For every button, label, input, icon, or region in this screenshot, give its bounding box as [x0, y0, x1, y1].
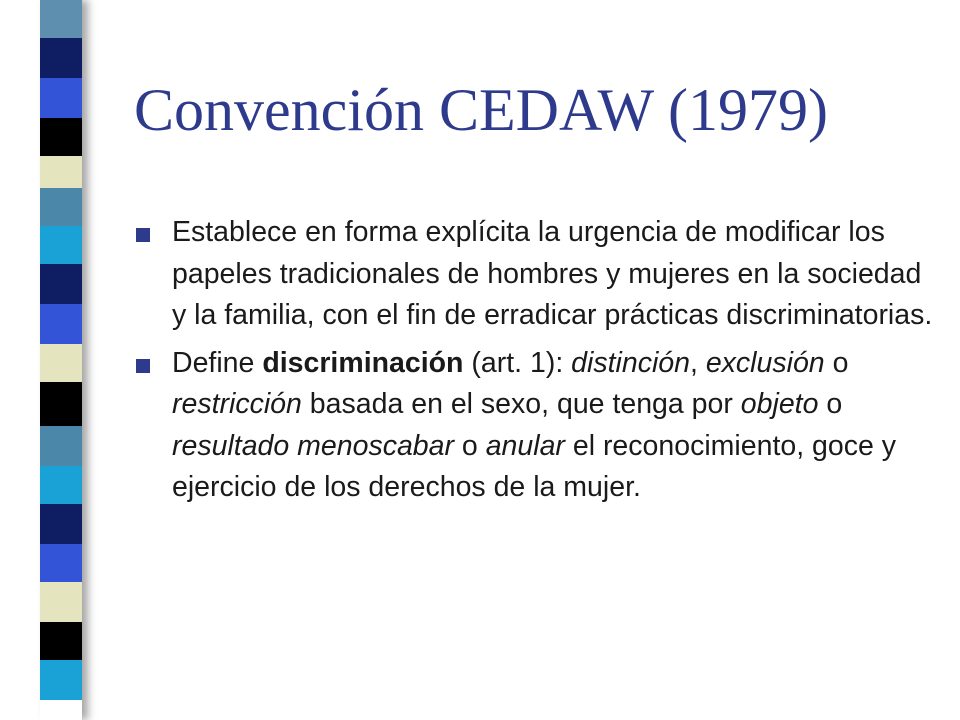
bullet-text [172, 343, 936, 509]
stripe-segment [40, 118, 82, 156]
stripe-segment [40, 188, 82, 226]
stripe-segment [40, 344, 82, 382]
decorative-stripe-bar [40, 0, 82, 720]
square-bullet-icon [136, 228, 150, 242]
bullet-text-segment: distinción [571, 346, 690, 379]
square-bullet-icon [136, 359, 150, 373]
bullet-text-segment: , [689, 346, 706, 379]
slide-title: Convención CEDAW (1979) [134, 77, 828, 143]
stripe-segment [40, 78, 82, 118]
bullet-text-segment: Establece en forma explícita la urgencia de modificar los papeles tradicionales de hombres y mujeres en la sociedad y la familia, con el fin de erradicar prácticas discriminatorias. [172, 216, 933, 331]
bullet-text-segment: Define [172, 346, 263, 379]
bullet-text-segment: anular [485, 429, 565, 462]
bullet-item-define [136, 343, 936, 509]
bullet-text-segment: el reconocimiento, goce y ejercicio de los derechos de la mujer. [172, 429, 897, 503]
stripe-segment [40, 466, 82, 504]
stripe-segment [40, 660, 82, 700]
bullet-text-segment: o [454, 429, 486, 462]
stripe-segment [40, 544, 82, 582]
stripe-segment [40, 38, 82, 78]
bullet-text-segment: (art. 1): [463, 346, 572, 379]
bullet-text-segment: o [824, 346, 849, 379]
stripe-segment [40, 156, 82, 188]
stripe-segment [40, 426, 82, 466]
bullet-text-segment: o [818, 388, 843, 420]
bullet-text-segment: resultado menoscabar [172, 429, 454, 462]
bullet-item-establece [136, 212, 936, 337]
bullet-text-segment: objeto [740, 388, 819, 420]
bullet-text-segment: discriminación [262, 346, 464, 379]
stripe-segment [40, 582, 82, 622]
stripe-segment [40, 264, 82, 304]
bullet-text-segment: restricción [172, 388, 302, 420]
bullet-text-segment: exclusión [705, 346, 825, 379]
stripe-segment [40, 226, 82, 264]
stripe-segment [40, 622, 82, 660]
bullet-text-segment: basada en el sexo, que tenga por [301, 388, 741, 420]
stripe-segment [40, 382, 82, 426]
stripe-segment [40, 504, 82, 544]
bullet-list [136, 212, 936, 515]
stripe-segment [40, 304, 82, 344]
stripe-segment [40, 0, 82, 38]
bullet-text [172, 212, 936, 337]
